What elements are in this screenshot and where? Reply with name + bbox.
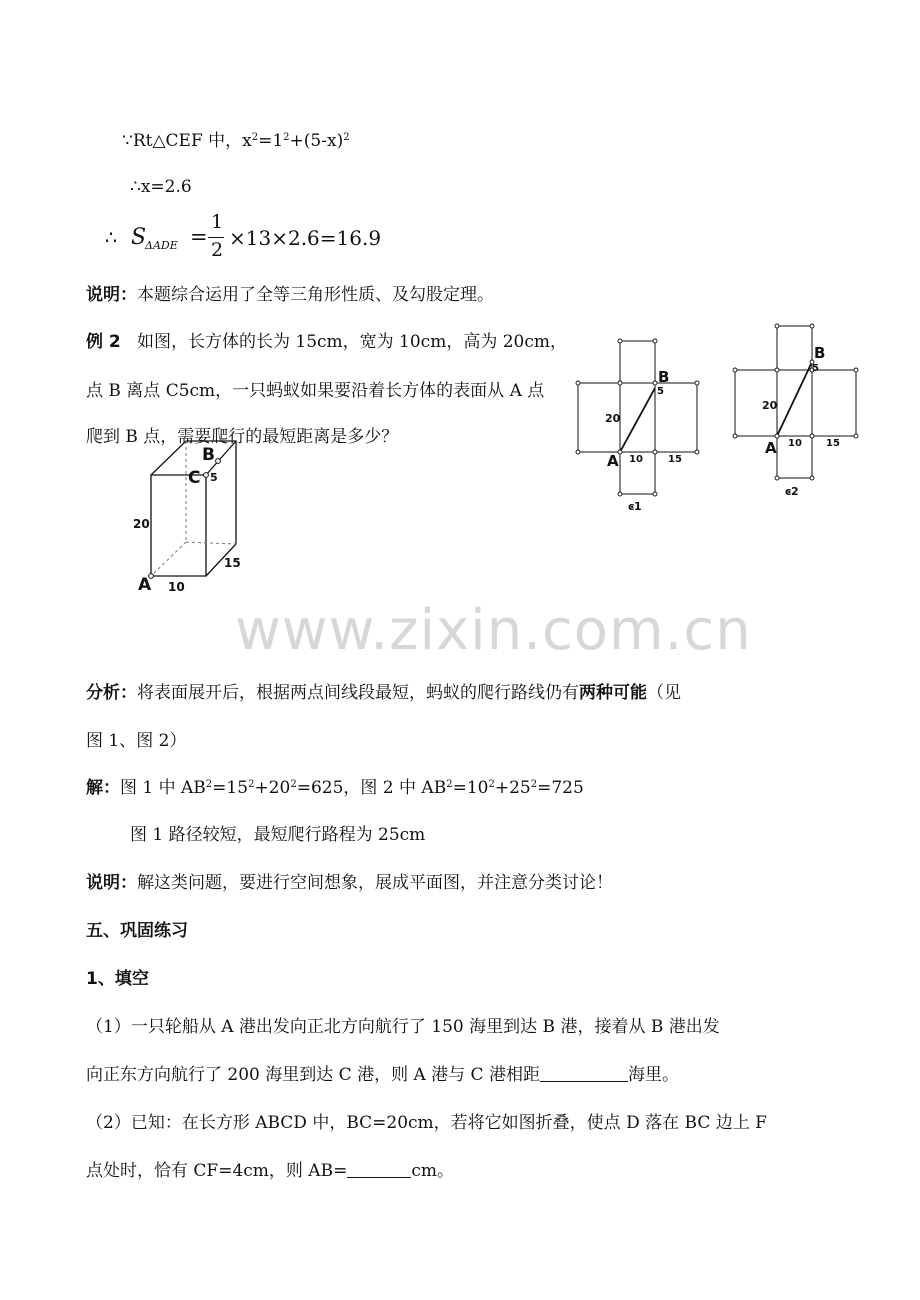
vertex	[854, 368, 858, 372]
solution-line-1	[86, 777, 584, 799]
label-5: 5	[210, 471, 218, 484]
vertex	[775, 324, 779, 328]
label-5: 5	[657, 386, 664, 397]
net-face	[620, 341, 655, 383]
sup: 2	[205, 779, 213, 790]
solution-text: 图 1 中 AB	[120, 778, 206, 798]
solution-text: =15	[212, 778, 249, 798]
note-label: 说明：	[86, 285, 137, 305]
sup: 2	[290, 779, 297, 790]
proof-line-1-text: ∵Rt△CEF 中，x	[122, 131, 252, 151]
vertex	[576, 450, 580, 454]
proof-line-1-text: +(5-x)	[289, 131, 344, 151]
question-1-line-1: （1）一只轮船从 A 港出发向正北方向航行了 150 海里到达 B 港，接着从 B 港出发	[86, 1017, 720, 1037]
label-15: 15	[224, 556, 241, 570]
label-a: A	[765, 439, 777, 457]
note-text: 本题综合运用了全等三角形性质、及勾股定理。	[137, 285, 494, 305]
note-1	[86, 284, 494, 306]
solution-text: =725	[537, 778, 584, 798]
area-subscript: ΔADE	[145, 239, 178, 252]
fill-heading: 1、填空	[86, 969, 149, 989]
label-c: C	[188, 468, 201, 488]
solution-text: +20	[254, 778, 291, 798]
note-text: 解这类问题，要进行空间想象，展成平面图，并注意分类讨论！	[137, 873, 613, 893]
example-text: 如图，长方体的长为 15cm，宽为 10cm，高为 20cm，	[136, 332, 567, 352]
question-2-line-2	[86, 1160, 454, 1182]
equals-sign: =	[190, 225, 208, 249]
cuboid-front-face	[151, 475, 206, 576]
path-ab	[777, 362, 812, 436]
solution-label: 解：	[86, 778, 120, 798]
solution-line-2: 图 1 路径较短，最短爬行路程为 25cm	[130, 825, 426, 845]
example-2-line-1	[86, 331, 567, 353]
label-5: 5	[812, 363, 819, 374]
section-heading: 五、巩固练习	[86, 921, 188, 941]
label-10: 10	[629, 454, 643, 465]
vertex	[775, 434, 779, 438]
example-label: 例 2	[86, 332, 121, 352]
question-text: 点处时，恰有 CF=4cm，则 AB=	[86, 1161, 348, 1181]
vertex	[733, 434, 737, 438]
label-b: B	[814, 344, 826, 362]
figure-caption: ͼ1	[628, 500, 642, 513]
equation-rest: ×13×2.6=16.9	[229, 226, 382, 250]
proof-line-1	[122, 130, 350, 152]
solution-text: =625，图 2 中 AB	[296, 778, 447, 798]
label-b: B	[658, 368, 670, 386]
label-b: B	[202, 445, 215, 465]
question-tail: 海里。	[627, 1065, 679, 1085]
vertex	[775, 476, 779, 480]
label-10: 10	[788, 438, 802, 449]
net-face	[812, 370, 856, 436]
example-2-line-2: 点 B 离点 C5cm，一只蚂蚁如果要沿着长方体的表面从 A 点	[86, 381, 545, 401]
vertex	[653, 492, 657, 496]
sup: 2	[530, 779, 538, 790]
vertex	[653, 450, 657, 454]
vertex	[733, 368, 737, 372]
question-2-line-1: （2）已知：在长方形 ABCD 中，BC=20cm，若将它如图折叠，使点 D 落在 BC 边上 F	[86, 1113, 767, 1133]
watermark: www.zixin.com.cn	[235, 598, 752, 663]
net-figure-2	[728, 320, 868, 500]
analysis-text: 将表面展开后，根据两点间线段最短，蚂蚁的爬行路线仍有	[137, 683, 579, 703]
label-20: 20	[133, 517, 150, 531]
therefore-symbol: ∴	[105, 227, 118, 249]
fraction-numerator: 1	[211, 211, 224, 233]
analysis-label: 分析：	[86, 683, 137, 703]
proof-line-1-text: =1	[258, 131, 284, 151]
analysis-emphasis: 两种可能	[579, 683, 647, 703]
sup: 2	[248, 779, 255, 790]
fraction-bar	[208, 237, 224, 238]
vertex	[653, 381, 657, 385]
cuboid-figure	[130, 436, 250, 596]
vertex	[854, 434, 858, 438]
vertex	[810, 324, 814, 328]
analysis-line-2: 图 1、图 2）	[86, 731, 187, 751]
net-face	[777, 326, 812, 370]
label-10: 10	[168, 580, 185, 594]
net-figure-1	[570, 336, 710, 516]
vertex	[618, 339, 622, 343]
vertex	[653, 339, 657, 343]
sup: 2	[343, 132, 350, 143]
vertex	[775, 368, 779, 372]
sup: 2	[251, 132, 259, 143]
hidden-edge	[186, 542, 236, 544]
solution-text: +25	[494, 778, 531, 798]
sup: 2	[283, 132, 290, 143]
point-c	[204, 473, 209, 478]
hidden-edge	[151, 542, 186, 576]
analysis-line-1	[86, 682, 681, 704]
path-ab	[620, 388, 655, 452]
label-a: A	[138, 575, 152, 595]
vertex	[810, 434, 814, 438]
vertex	[810, 476, 814, 480]
fraction-denominator: 2	[211, 239, 224, 261]
note-label: 说明：	[86, 873, 137, 893]
label-a: A	[607, 452, 619, 470]
analysis-tail: （见	[647, 683, 681, 703]
vertex	[576, 381, 580, 385]
label-20: 20	[762, 399, 778, 412]
question-tail: cm。	[411, 1161, 454, 1181]
question-1-line-2	[86, 1064, 679, 1086]
proof-line-2: ∴x=2.6	[130, 177, 192, 197]
answer-blank[interactable]	[347, 1161, 411, 1178]
label-20: 20	[605, 412, 621, 425]
figure-caption: ͼ2	[785, 485, 799, 498]
vertex	[618, 492, 622, 496]
question-text: 向正东方向航行了 200 海里到达 C 港，则 A 港与 C 港相距	[86, 1065, 540, 1085]
sup: 2	[488, 779, 495, 790]
vertex	[695, 381, 699, 385]
point-b	[216, 459, 221, 464]
label-15: 15	[826, 438, 840, 449]
vertex	[695, 450, 699, 454]
answer-blank[interactable]	[540, 1065, 628, 1082]
sup: 2	[446, 779, 453, 790]
area-symbol: S	[131, 225, 147, 250]
example-2-line-3: 爬到 B 点，需要爬行的最短距离是多少？	[86, 427, 399, 447]
solution-text: =10	[452, 778, 489, 798]
label-15: 15	[668, 454, 682, 465]
note-2	[86, 872, 613, 894]
vertex	[618, 381, 622, 385]
